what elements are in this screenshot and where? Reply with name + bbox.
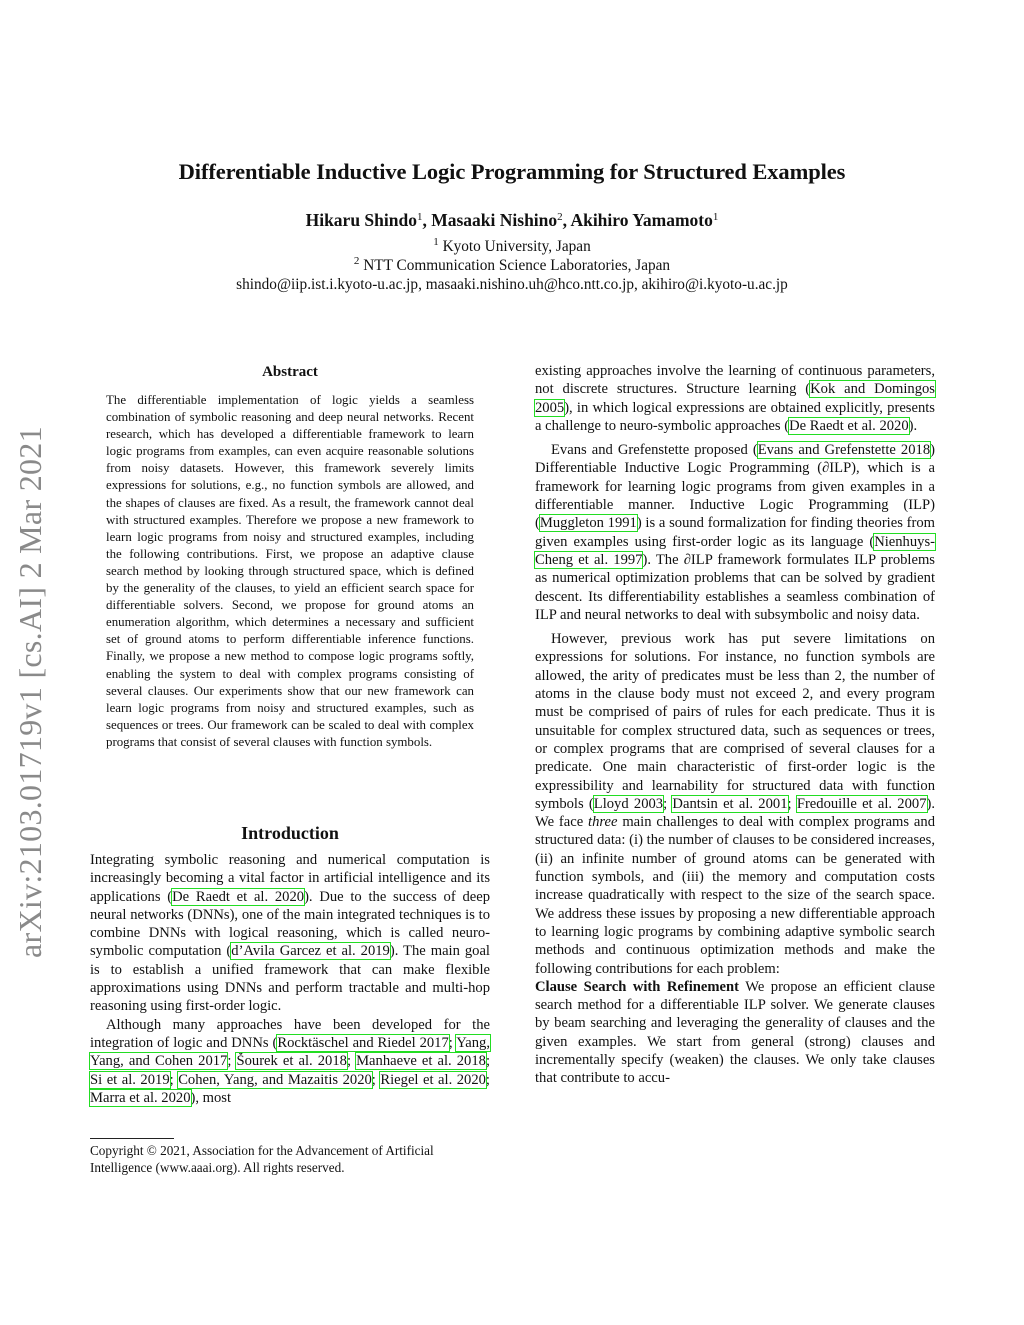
paragraph-text: Integrating symbolic reasoning and numerical computation is increasingly becoming a vital factor in artificial intelligence and its applications ( xyxy=(90,852,490,905)
paragraph-text: ). xyxy=(908,417,918,434)
citation-link[interactable]: Lloyd 2003 xyxy=(593,795,664,812)
citation-link[interactable]: Si et al. 2019 xyxy=(90,1071,170,1088)
author-separator: , xyxy=(422,210,432,230)
footnote-rule xyxy=(90,1138,174,1139)
author-name: Hikaru Shindo xyxy=(305,210,417,230)
arxiv-stamp: arXiv:2103.01719v1 [cs.AI] 2 Mar 2021 xyxy=(12,426,48,958)
right-paragraph-3 xyxy=(535,630,935,978)
emphasis-text: three xyxy=(588,814,618,831)
citation-link[interactable]: Fredouille et al. 2007 xyxy=(796,795,927,812)
citation-separator: ; xyxy=(663,795,673,812)
author-emails: shindo@iip.ist.i.kyoto-u.ac.jp, masaaki.nishino.uh@hco.ntt.co.jp, akihiro@i.kyoto-u.ac.jp xyxy=(236,276,788,293)
abstract-body xyxy=(106,392,474,751)
citation-separator: ; xyxy=(371,1071,381,1088)
citation-link[interactable]: Marra et al. 2020 xyxy=(90,1089,191,1106)
affiliation-text: NTT Communication Science Laboratories, Japan xyxy=(359,257,671,274)
right-column-body xyxy=(535,362,935,1088)
author-separator: , xyxy=(562,210,571,230)
citation-link[interactable]: Manhaeve et al. 2018 xyxy=(356,1053,486,1070)
author-name: Akihiro Yamamoto xyxy=(570,210,713,230)
citation-link[interactable]: Šourek et al. 2018 xyxy=(236,1053,347,1070)
citation-link[interactable]: d’Avila Garcez et al. 2019 xyxy=(231,943,390,960)
right-paragraph-2 xyxy=(535,441,935,624)
author-affiliation-mark: 1 xyxy=(416,211,423,223)
copyright-footnote: Copyright © 2021, Association for the Advancement of Artificial Intelligence (www.aaai.org). All rights reserved. xyxy=(90,1143,434,1175)
right-paragraph-4 xyxy=(535,978,935,1088)
paragraph-text: ). The main goal is to establish a unified framework that can make flexible approximations using DNNs and perform tractable and multi-hop reasoning using first-order logic. xyxy=(90,943,490,1015)
paper-title: Differentiable Inductive Logic Programming for Structured Examples xyxy=(178,159,846,184)
right-paragraph-1 xyxy=(535,362,935,435)
introduction-heading: Introduction xyxy=(241,823,339,843)
paragraph-text: ). The ∂ILP framework formulates ILP problems as numerical optimization problems that can be solved by gradient descent. Its differentiability establishes a seamless combination of ILP and neural networks to deal with subsymbolic and noisy data. xyxy=(535,551,935,623)
citation-link[interactable]: Rocktäschel and Riedel 2017 xyxy=(277,1034,449,1051)
citation-link[interactable]: Yang, Yang, and Cohen 2017 xyxy=(90,1034,491,1070)
citation-link[interactable]: Dantsin et al. 2001 xyxy=(672,795,788,812)
paragraph-text: We propose an efficient clause search method for a differentiable ILP solver. We generate clauses by beam searching and leveraging the generality of clauses and the given examples. We start from general (strong) clauses and incrementally specify (weaken) the clauses. We only take clauses that contribute to accu- xyxy=(535,978,935,1087)
abstract-text: The differentiable implementation of logic yields a seamless combination of symbolic reasoning and deep neural networks. Recent research, which has developed a differentiable framework to learn logic programs from examples, can even acquire reasonable solutions from noisy datasets. However, this framework severely limits expressions for solutions, e.g., no function symbols are allowed, and the shapes of clauses are fixed. As a result, the framework cannot deal with structured examples. Therefore we propose a new framework to learn logic programs from noisy and structured examples, including the following contributions. First, we propose an adaptive clause search method by looking through structured space, which is defined by the generality of the clauses, to yield an efficient search space for differentiable solvers. Second, we propose for ground atoms an enumeration algorithm, which determines a necessary and sufficient set of ground atoms to perform differentiable inference functions. Finally, we propose a new method to compose logic programs softly, enabling the system to deal with complex programs consisting of several clauses. Our experiments show that our new framework can learn logic programs from noisy and structured examples, such as sequences or trees. Our framework can be scaled to deal with complex programs that consist of several clauses with function symbols. xyxy=(106,393,474,749)
citation-separator: ; xyxy=(787,795,797,812)
paragraph-text: main challenges to deal with complex programs and structured data: (i) the number of clauses to be considered increases, (ii) an infinite number of ground atoms can be generated with function symbols, and (iii) the memory and computation costs increase quadratically with respect to the size of the search space. We address these issues by proposing a new differentiable approach to learning logic programs by combining adaptive symbolic search methods and continuous optimization methods and make the following contributions for each problem: xyxy=(535,814,935,977)
citation-link[interactable]: Evans and Grefenstette 2018 xyxy=(757,442,931,459)
paragraph-text: ). Due to the success of deep neural networks (DNNs), one of the main integrated techniques is to combine DNNs with logical reasoning, which is called neuro-symbolic computation ( xyxy=(90,888,490,960)
left-column-body xyxy=(90,851,490,1107)
author-affiliation-mark: 1 xyxy=(712,211,719,223)
citation-link[interactable]: Riegel et al. 2020 xyxy=(380,1071,486,1088)
author-affiliation-mark: 2 xyxy=(557,211,563,223)
paragraph-text: Although many approaches have been developed for the integration of logic and DNNs ( xyxy=(90,1016,490,1051)
citation-separator: ; xyxy=(485,1071,490,1088)
citation-separator: ; xyxy=(227,1053,237,1070)
affiliation-text: Kyoto University, Japan xyxy=(438,238,591,255)
citation-separator: ; xyxy=(346,1053,357,1070)
run-in-heading: Clause Search with Refinement xyxy=(535,978,739,995)
citation-separator: ; xyxy=(169,1071,179,1088)
citation-link[interactable]: De Raedt et al. 2020 xyxy=(789,417,909,434)
paragraph-text: ) is a sound formalization for finding theories from given examples using first-order logic as its language ( xyxy=(535,515,935,550)
citation-separator: ; xyxy=(485,1053,490,1070)
paragraph-text: existing approaches involve the learning of continuous parameters, not discrete structures. Structure learning ( xyxy=(535,363,935,398)
citation-link[interactable]: De Raedt et al. 2020 xyxy=(172,888,305,905)
author-list xyxy=(0,210,1024,231)
author-name: Masaaki Nishino xyxy=(431,210,558,230)
affiliation-mark: 2 xyxy=(353,255,360,267)
affiliation-2 xyxy=(0,257,1024,275)
citation-link[interactable]: Cohen, Yang, and Mazaitis 2020 xyxy=(178,1071,372,1088)
citation-link[interactable]: Muggleton 1991 xyxy=(539,515,637,532)
citation-link[interactable]: Nienhuys-Cheng et al. 1997 xyxy=(535,533,935,568)
paragraph-text: ), most xyxy=(190,1089,232,1106)
paragraph-text: ). We face xyxy=(535,795,936,831)
citation-separator: ; xyxy=(448,1034,457,1051)
paragraph-text: ) Differentiable Inductive Logic Programming (∂ILP), which is a framework for learning logic programs from given examples in a differentiable manner. Inductive Logic Programming (ILP) ( xyxy=(535,442,935,532)
intro-paragraph-2 xyxy=(90,1016,490,1107)
paragraph-text: Evans and Grefenstette proposed ( xyxy=(551,442,758,459)
abstract-heading: Abstract xyxy=(262,364,318,380)
citation-link[interactable]: Kok and Domingos 2005 xyxy=(535,381,935,416)
paragraph-text: ), in which logical expressions are obtained explicitly, presents a challenge to neuro-symbolic approaches ( xyxy=(535,399,935,434)
affiliation-1 xyxy=(0,238,1024,256)
intro-paragraph-1 xyxy=(90,851,490,1016)
affiliation-mark: 1 xyxy=(433,236,439,248)
paragraph-text: However, previous work has put severe limitations on expressions for solutions. For instance, no function symbols are allowed, the arity of predicates must be less than 2, the number of atoms in the clause body must not exceed 2, and every program must be comprised of pairs of rules for each predicate. Thus it is unsuitable for complex structured data, such as sequences or trees, or complex programs that are comprised of several clauses for a predicate. One main characteristic of first-order logic is the expressibility and learnability for structured data with function symbols ( xyxy=(535,631,935,812)
